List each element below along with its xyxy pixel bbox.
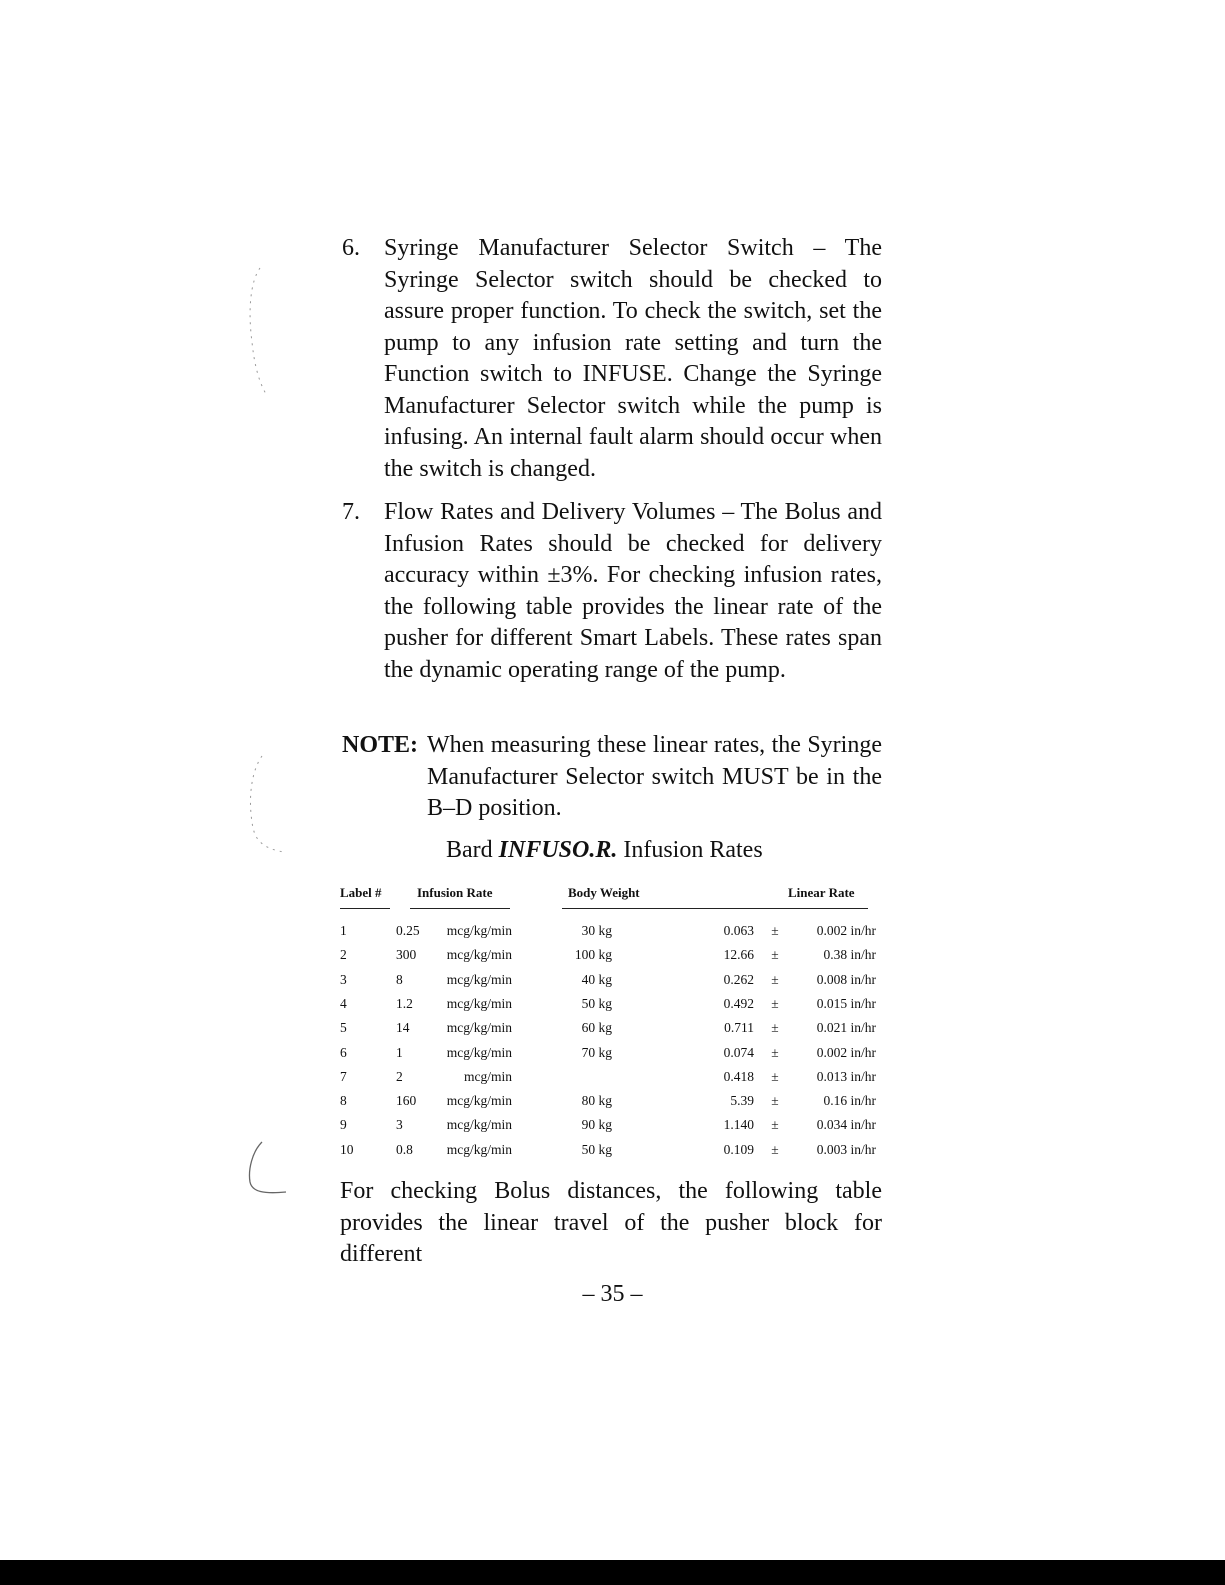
table-title — [446, 835, 763, 866]
label-cell: 10 — [340, 1141, 354, 1157]
scan-bottom-edge — [0, 1560, 1225, 1585]
item-text: Syringe Manufacturer Selector Switch – The Syringe Selector switch should be checked to assure proper function. To check the switch, set the pump to any infusion rate setting and turn the Function switch to INFUSE. Change the Syringe Manufacturer Selector switch while the pump is infusing. An internal fault alarm should occur when the switch is changed. — [384, 235, 882, 482]
rate-value-cell: 160 — [396, 1093, 417, 1109]
item-6 — [342, 233, 882, 485]
rate-unit-cell: mcg/kg/min — [446, 923, 512, 938]
tolerance-cell: 0.003 in/hr — [816, 1141, 876, 1157]
plus-minus-cell: ± — [771, 1141, 779, 1157]
label-cell: 9 — [340, 1117, 347, 1133]
plus-minus-cell: ± — [771, 995, 779, 1011]
item-number: 7. — [342, 499, 360, 525]
tolerance-cell: 0.015 in/hr — [816, 995, 876, 1011]
rate-unit-cell: mcg/kg/min — [446, 1117, 512, 1133]
body-weight-cell: 80 kg — [581, 1093, 612, 1109]
tolerance-cell: 0.021 in/hr — [816, 1020, 876, 1036]
body-weight-cell: 90 kg — [581, 1117, 612, 1133]
body-weight-cell: 70 kg — [581, 1044, 612, 1060]
body-weight-cell: 40 kg — [581, 971, 612, 987]
tolerance-cell: 0.034 in/hr — [816, 1117, 876, 1133]
linear-value-cell: 0.711 — [724, 1020, 754, 1036]
header-rule — [562, 908, 868, 909]
tolerance-cell: 0.002 in/hr — [816, 923, 876, 938]
table-row — [0, 1045, 1225, 1069]
rate-unit-cell: mcg/kg/min — [446, 1044, 512, 1060]
table-row — [0, 1117, 1225, 1141]
label-cell: 4 — [340, 995, 347, 1011]
note-text: When measuring these linear rates, the Syringe Manufacturer Selector switch MUST be in the B–D position. — [427, 732, 882, 821]
rate-value-cell: 0.8 — [396, 1141, 413, 1157]
body-weight-cell: 30 kg — [581, 923, 612, 938]
header-rule — [340, 908, 390, 909]
table-row — [0, 996, 1225, 1020]
rate-unit-cell: mcg/kg/min — [446, 1020, 512, 1036]
tolerance-cell: 0.002 in/hr — [816, 1044, 876, 1060]
plus-minus-cell: ± — [771, 1044, 779, 1060]
label-cell: 5 — [340, 1020, 347, 1036]
rate-unit-cell: mcg/kg/min — [446, 971, 512, 987]
header-linear-rate: Linear Rate — [788, 885, 855, 900]
header-label: Label # — [340, 885, 382, 900]
plus-minus-cell: ± — [771, 1093, 779, 1109]
table-row — [0, 1069, 1225, 1093]
table-row — [0, 972, 1225, 996]
header-infusion-rate: Infusion Rate — [417, 885, 493, 900]
plus-minus-cell: ± — [771, 1020, 779, 1036]
table-row — [0, 1020, 1225, 1044]
linear-value-cell: 1.140 — [723, 1117, 754, 1133]
item-text: Flow Rates and Delivery Volumes – The Bolus and Infusion Rates should be checked for delivery accuracy within ±3%. For checking infusion rates, the following table provides the linear rate of the pusher for different Smart Labels. These rates span the dynamic operating range of the pump. — [384, 499, 882, 683]
table-title-prefix: Bard — [446, 837, 493, 863]
rate-value-cell: 0.25 — [396, 923, 420, 938]
header-rule — [410, 908, 510, 909]
rate-unit-cell: mcg/kg/min — [446, 947, 512, 963]
table-row — [0, 1142, 1225, 1166]
label-cell: 2 — [340, 947, 347, 963]
body-weight-cell: 60 kg — [581, 1020, 612, 1036]
rate-value-cell: 300 — [396, 947, 417, 963]
tolerance-cell: 0.008 in/hr — [816, 971, 876, 987]
linear-value-cell: 0.492 — [723, 995, 754, 1011]
linear-value-cell: 5.39 — [730, 1093, 754, 1109]
rate-unit-cell: mcg/kg/min — [446, 1093, 512, 1109]
body-weight-cell: 100 kg — [574, 947, 612, 963]
item-number: 6. — [342, 235, 360, 261]
linear-value-cell: 0.063 — [723, 923, 754, 938]
plus-minus-cell: ± — [771, 923, 779, 938]
table-title-suffix: Infusion Rates — [623, 837, 763, 863]
table-row — [0, 923, 1225, 947]
tolerance-cell: 0.16 in/hr — [823, 1093, 876, 1109]
note-label: NOTE: — [342, 732, 419, 758]
table-row — [0, 947, 1225, 971]
body-weight-cell: 50 kg — [581, 995, 612, 1011]
tolerance-cell: 0.013 in/hr — [816, 1068, 876, 1084]
page-number: – 35 – — [582, 1281, 643, 1307]
linear-value-cell: 12.66 — [723, 947, 754, 963]
rate-unit-cell: mcg/kg/min — [446, 1141, 512, 1157]
rate-value-cell: 1.2 — [396, 995, 413, 1011]
note — [342, 730, 882, 825]
rate-unit-cell: mcg/kg/min — [446, 995, 512, 1011]
table-title-italic: INFUSO.R. — [498, 837, 618, 863]
label-cell: 8 — [340, 1093, 347, 1109]
rate-value-cell: 3 — [396, 1117, 403, 1133]
plus-minus-cell: ± — [771, 1117, 779, 1133]
rate-unit-cell: mcg/min — [464, 1068, 512, 1084]
linear-value-cell: 0.109 — [723, 1141, 754, 1157]
binder-hole-mark-middle — [244, 752, 294, 862]
label-cell: 1 — [340, 923, 347, 938]
rate-value-cell: 8 — [396, 971, 403, 987]
body-weight-cell: 50 kg — [581, 1141, 612, 1157]
table-row — [0, 1093, 1225, 1117]
rate-value-cell: 14 — [396, 1020, 410, 1036]
label-cell: 6 — [340, 1044, 347, 1060]
item-7 — [342, 497, 882, 686]
closing-paragraph: For checking Bolus distances, the following table provides the linear travel of the pusher block for different — [340, 1178, 882, 1267]
linear-value-cell: 0.074 — [723, 1044, 754, 1060]
rate-value-cell: 1 — [396, 1044, 403, 1060]
plus-minus-cell: ± — [771, 947, 779, 963]
label-cell: 7 — [340, 1068, 347, 1084]
tolerance-cell: 0.38 in/hr — [823, 947, 876, 963]
linear-value-cell: 0.262 — [723, 971, 754, 987]
rate-value-cell: 2 — [396, 1068, 403, 1084]
binder-hole-mark-top — [244, 262, 284, 422]
header-body-weight: Body Weight — [568, 885, 640, 900]
label-cell: 3 — [340, 971, 347, 987]
plus-minus-cell: ± — [771, 1068, 779, 1084]
linear-value-cell: 0.418 — [723, 1068, 754, 1084]
plus-minus-cell: ± — [771, 971, 779, 987]
